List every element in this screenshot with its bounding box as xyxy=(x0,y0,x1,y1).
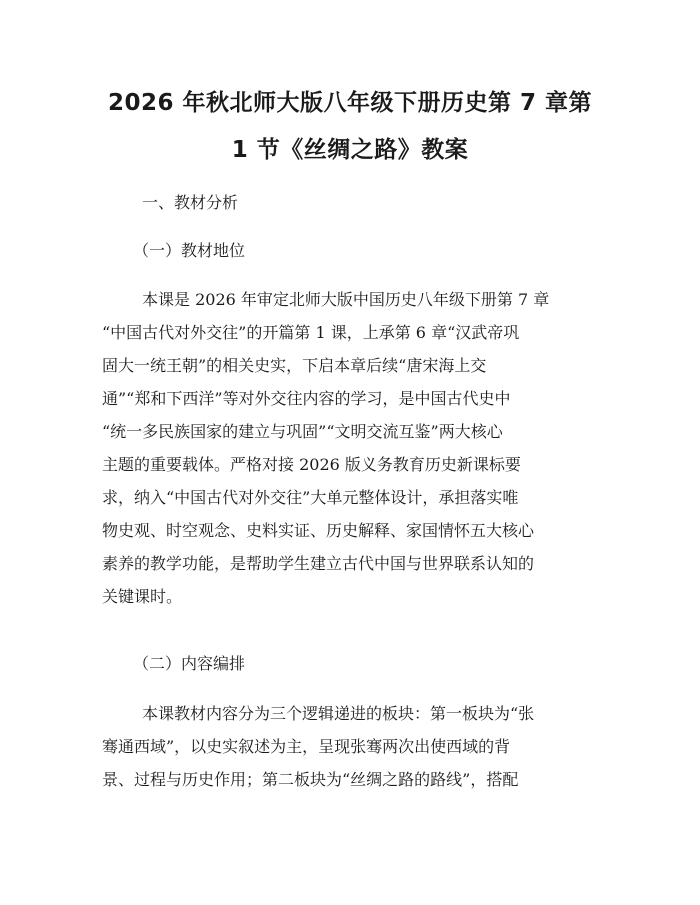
subsection-heading-textbook-position: （一）教材地位 xyxy=(133,241,246,260)
paragraph-line: “中国古代对外交往”的开篇第 1 课，上承第 6 章“汉武帝巩 xyxy=(102,323,520,342)
paragraph-line: 关键课时。 xyxy=(102,587,183,606)
paragraph-line: 素养的教学功能，是帮助学生建立古代中国与世界联系认知的 xyxy=(102,554,535,573)
paragraph-line: 固大一统王朝”的相关史实，下启本章后续“唐宋海上交 xyxy=(102,356,487,375)
paragraph-line: 通”“郑和下西洋”等对外交往内容的学习，是中国古代史中 xyxy=(102,389,511,408)
document-title-line-1: 2026 年秋北师大版八年级下册历史第 7 章第 xyxy=(107,90,593,116)
section-heading-textbook-analysis: 一、教材分析 xyxy=(142,193,239,212)
document-title-line-2: 1 节《丝绸之路》教案 xyxy=(231,137,469,163)
paragraph-line: 骞通西域”，以史实叙述为主，呈现张骞两次出使西域的背 xyxy=(102,737,511,756)
paragraph-line: 物史观、时空观念、史料实证、历史解释、家国情怀五大核心 xyxy=(102,521,535,540)
paragraph-line: “统一多民族国家的建立与巩固”“文明交流互鉴”两大核心 xyxy=(102,422,503,441)
paragraph-line: 本课教材内容分为三个逻辑递进的板块：第一板块为“张 xyxy=(142,704,535,723)
paragraph-line: 本课是 2026 年审定北师大版中国历史八年级下册第 7 章 xyxy=(142,290,550,309)
paragraph-line: 求，纳入“中国古代对外交往”大单元整体设计，承担落实唯 xyxy=(102,488,519,507)
paragraph-line: 主题的重要载体。严格对接 2026 版义务教育历史新课标要 xyxy=(102,455,521,474)
subsection-heading-content-arrangement: （二）内容编排 xyxy=(133,654,246,673)
paragraph-line: 景、过程与历史作用；第二板块为“丝绸之路的路线”，搭配 xyxy=(102,770,519,789)
